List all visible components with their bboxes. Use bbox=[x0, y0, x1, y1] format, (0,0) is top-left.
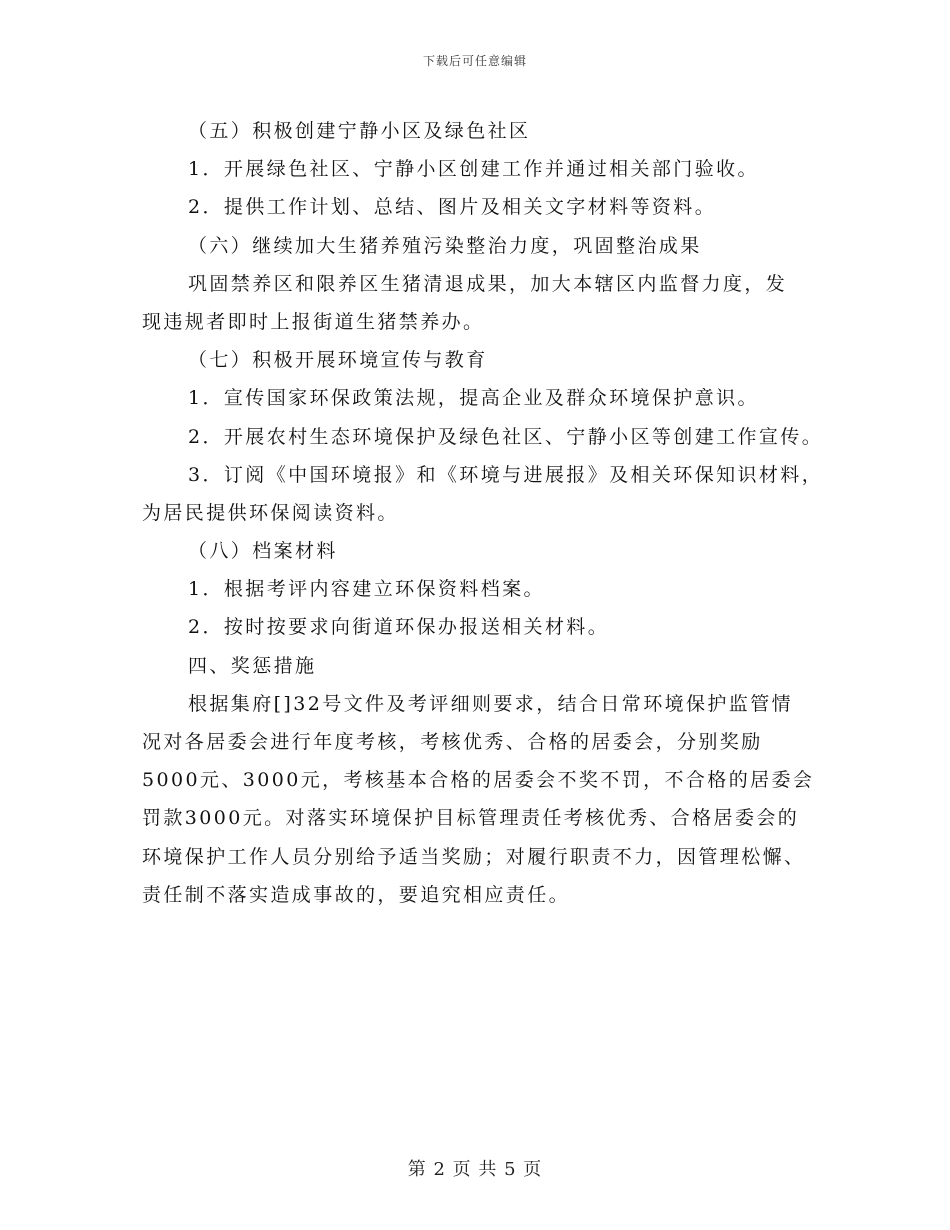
page-header: 下载后可任意编辑 bbox=[422, 54, 527, 68]
paragraph-line: 罚款3000元。对落实环境保护目标管理责任考核优秀、合格居委会的 bbox=[142, 807, 800, 830]
paragraph-line: 根据集府[]32号文件及考评细则要求，结合日常环境保护监管情 bbox=[188, 692, 794, 715]
document-body bbox=[142, 112, 822, 914]
section-heading-6: （六）继续加大生猪养殖污染整治力度，巩固整治成果 bbox=[188, 234, 702, 257]
paragraph-line: 况对各居委会进行年度考核，考核优秀、合格的居委会，分别奖励 bbox=[142, 731, 763, 753]
paragraph-line: 1．宣传国家环保政策法规，提高企业及群众环境保护意识。 bbox=[188, 387, 759, 410]
paragraph-line: 2．按时按要求向街道环保办报送相关材料。 bbox=[188, 616, 610, 639]
page-number: 第 2 页 共 5 页 bbox=[407, 1159, 543, 1180]
paragraph-line: 2．开展农村生态环境保护及绿色社区、宁静小区等创建工作宣传。 bbox=[188, 425, 824, 448]
paragraph-line: 2．提供工作计划、总结、图片及相关文字材料等资料。 bbox=[188, 196, 717, 219]
paragraph-line: 责任制不落实造成事故的，要追究相应责任。 bbox=[142, 883, 571, 906]
paragraph-line: 现违规者即时上报街道生猪禁养办。 bbox=[142, 310, 485, 333]
section-heading-7: （七）积极开展环境宣传与教育 bbox=[188, 349, 488, 372]
paragraph-line: 巩固禁养区和限养区生猪清退成果，加大本辖区内监督力度，发 bbox=[188, 272, 788, 295]
paragraph-line: 5000元、3000元，考核基本合格的居委会不奖不罚，不合格的居委会 bbox=[142, 769, 815, 792]
paragraph-line: 1．根据考评内容建立环保资料档案。 bbox=[188, 578, 545, 601]
section-heading-rewards: 四、奖惩措施 bbox=[188, 654, 317, 677]
section-heading-5: （五）积极创建宁静小区及绿色社区 bbox=[188, 120, 531, 142]
paragraph-line: 3．订阅《中国环境报》和《环境与进展报》及相关环保知识材料， bbox=[188, 463, 824, 486]
paragraph-line: 为居民提供环保阅读资料。 bbox=[142, 501, 399, 524]
paragraph-line: 1．开展绿色社区、宁静小区创建工作并通过相关部门验收。 bbox=[188, 158, 759, 181]
section-heading-8: （八）档案材料 bbox=[188, 540, 338, 563]
paragraph-line: 环境保护工作人员分别给予适当奖励；对履行职责不力，因管理松懈、 bbox=[142, 845, 806, 868]
